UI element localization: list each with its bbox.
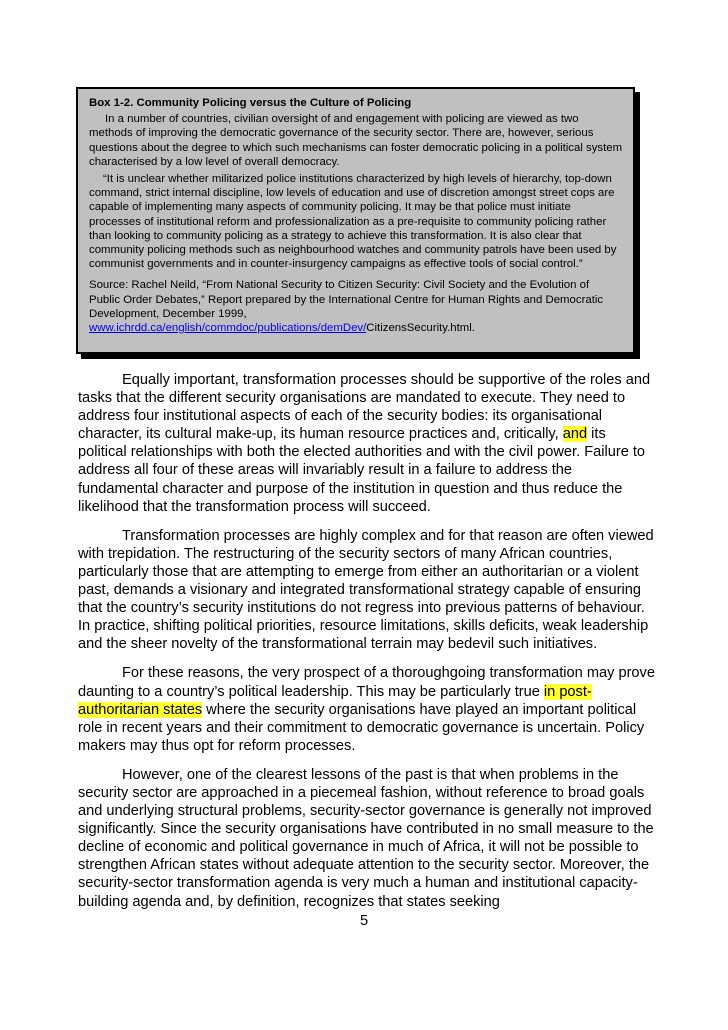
source-tail: CitizensSecurity.html.: [366, 322, 475, 335]
p3-text-a: For these reasons, the very prospect of a thoroughgoing transformation may prove daunting to a country’s political leadership. This may be particularly true: [78, 665, 655, 700]
box-source: [89, 278, 623, 335]
source-link[interactable]: www.ichrdd.ca/english/commdoc/publications/demDev/: [89, 322, 367, 335]
page-number: 5: [359, 913, 369, 929]
p3-text-b: where the security organisations have played an important political role in recent years and their commitment to democratic governance is uncertain. Policy makers may thus opt for reform processes.: [78, 701, 645, 754]
highlight-post-authoritarian: in post-authoritarian states: [78, 683, 592, 718]
box-quote: “It is unclear whether militarized police institutions characterized by high levels of hierarchy, top-down command, strict internal discipline, low levels of education and use of discretion amongst street cops are capable of implementing many aspects of community policing. It may be that police must initiate processes of institutional reform and professionalization as a pre-requisite to community policing rather than looking to community policing as a strategy to achieve this transformation. It is also clear that community policing methods such as neighbourhood watches and community patrols have been used by communist governments and in counter-insurgency campaigns as effective tools of social control.”: [89, 173, 617, 271]
paragraph-3: [78, 664, 656, 754]
paragraph-2: Transformation processes are highly complex and for that reason are often viewed with trepidation. The restructuring of the security sectors of many African countries, particularly those that are attempting to emerge from either an authoritarian or a violent past, demands a visionary and integrated transformational strategy capable of ensuring that the country’s security institutions do not regress into previous patterns of behaviour. In practice, shifting political priorities, resource limitations, skills deficits, weak leadership and the sheer novelty of the transformational terrain may bedevil such initiatives.: [78, 527, 654, 653]
p1-text-a: Equally important, transformation processes should be supportive of the roles and tasks that the different security organisations are mandated to execute. They need to address four institutional aspects of each of the security bodies: its organisational character, its cultural make-up, its human resource practices and, critically,: [78, 372, 651, 443]
highlight-and: and: [562, 426, 588, 443]
box-paragraph-1: In a number of countries, civilian oversight of and engagement with policing are viewed as two methods of improving the democratic governance of the security sector. There are, however, serious questions about the degree to which such mechanisms can foster democratic policing in a political system characterised by a low level of overall democracy.: [89, 113, 623, 168]
callout-box: [76, 87, 635, 354]
box-title: Box 1-2. Community Policing versus the Culture of Policing: [89, 97, 412, 109]
paragraph-1: [78, 371, 656, 516]
source-text: Source: Rachel Neild, “From National Security to Citizen Security: Civil Society and the Evolution of Public Order Debates,” Report prepared by the International Centre for Human Rights and Democratic Development, December 1999,: [89, 279, 604, 320]
p1-text-b: its political relationships with both the elected authorities and with the civil power. Failure to address all four of these areas will invariably result in a failure to address the fundamental character and purpose of the institution in question and thus reduce the likelihood that the transformation process will succeed.: [78, 426, 646, 515]
body-text: [78, 371, 656, 922]
paragraph-4: However, one of the clearest lessons of the past is that when problems in the security sector are approached in a piecemeal fashion, without reference to broad goals and underlying structural problems, security-sector governance is generally not improved significantly. Since the security organisations have contributed in no small measure to the decline of economic and political governance in much of Africa, it will not be possible to strengthen African states without adequate attention to the security sector. Moreover, the security-sector transformation agenda is very much a human and institutional capacity-building agenda and, by definition, recognizes that states seeking: [78, 766, 654, 910]
